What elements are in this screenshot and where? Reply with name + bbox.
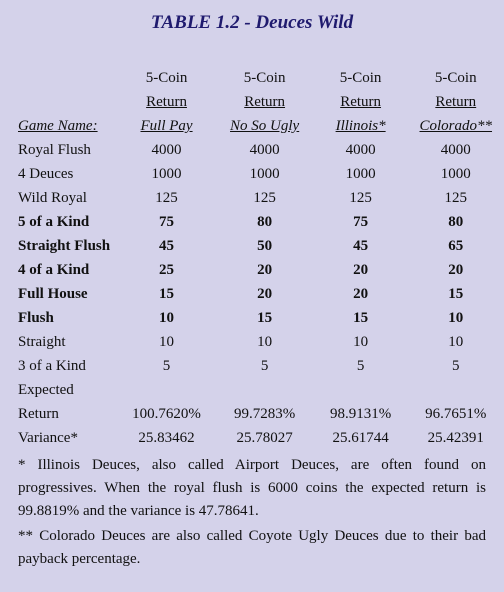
payout-cell: 20 — [257, 262, 273, 278]
payout-cell: 1000 — [151, 166, 182, 182]
payout-cell: 5 — [162, 358, 171, 374]
hand-label: 4 of a Kind — [18, 262, 90, 278]
footnote-illinois: * Illinois Deuces, also called Airport Deuces, are often found on progressives. When the royal flush is 6000 coins the expected return is 99.8819% and the variance is 47.78641. — [18, 457, 486, 519]
header-cell: 5-Coin — [434, 70, 477, 86]
game-name-illinois: Illinois* — [335, 118, 386, 134]
game-name-colorado: Colorado** — [419, 118, 493, 134]
return-value: 98.9131% — [329, 406, 392, 422]
payout-cell: 1000 — [345, 166, 376, 182]
hand-label: Straight — [18, 334, 66, 350]
payout-cell: 4000 — [249, 142, 280, 158]
payout-cell: 20 — [448, 262, 464, 278]
payout-cell: 10 — [353, 334, 369, 350]
payout-cell: 10 — [159, 334, 175, 350]
header-cell: Return — [435, 94, 477, 110]
payout-cell: 20 — [257, 286, 273, 302]
header-row-return — [18, 90, 504, 114]
hand-rows — [18, 138, 504, 378]
payout-cell: 45 — [353, 238, 369, 254]
payout-cell: 15 — [159, 286, 175, 302]
payout-cell: 10 — [448, 334, 464, 350]
return-label: Return — [18, 406, 59, 422]
header-cell: Return — [244, 94, 286, 110]
payout-cell: 5 — [452, 358, 460, 374]
table-row — [18, 210, 504, 234]
payout-cell: 4000 — [151, 142, 182, 158]
hand-label: Royal Flush — [18, 142, 91, 158]
payout-cell: 75 — [353, 214, 369, 230]
hand-label: Wild Royal — [18, 190, 87, 206]
header-cell: Return — [340, 94, 382, 110]
header-cell: 5-Coin — [145, 70, 188, 86]
table-row — [18, 354, 504, 378]
header-cell — [18, 66, 118, 90]
payout-cell: 25 — [159, 262, 175, 278]
table-row — [18, 138, 504, 162]
payout-cell: 125 — [349, 190, 372, 206]
payout-cell: 125 — [444, 190, 468, 206]
table-row — [18, 162, 504, 186]
payout-cell: 45 — [159, 238, 175, 254]
hand-label: Straight Flush — [18, 238, 111, 254]
payout-cell: 4000 — [440, 142, 471, 158]
table-row — [18, 330, 504, 354]
payout-cell: 80 — [257, 214, 273, 230]
payout-cell: 1000 — [440, 166, 471, 182]
payout-cell: 5 — [356, 358, 365, 374]
hand-label: 4 Deuces — [18, 166, 74, 182]
return-value: 96.7651% — [425, 406, 487, 422]
variance-value: 25.83462 — [138, 430, 195, 446]
paytable — [18, 66, 504, 450]
payout-cell: 125 — [155, 190, 178, 206]
header-cell — [18, 90, 118, 114]
variance-label: Variance* — [18, 430, 78, 446]
variance-value: 25.78027 — [236, 430, 293, 446]
payout-cell: 20 — [353, 262, 369, 278]
table-row — [18, 306, 504, 330]
payout-cell: 75 — [159, 214, 175, 230]
table-row — [18, 186, 504, 210]
footnotes — [18, 454, 486, 573]
payout-cell: 5 — [260, 358, 269, 374]
table-row — [18, 234, 504, 258]
variance-value: 25.61744 — [332, 430, 389, 446]
payout-cell: 15 — [353, 310, 369, 326]
header-row-game-name — [18, 114, 504, 138]
expected-row — [18, 378, 504, 402]
payout-cell: 20 — [353, 286, 369, 302]
game-name-no-so-ugly: No So Ugly — [230, 118, 300, 134]
payout-cell: 15 — [448, 286, 464, 302]
hand-label: Flush — [18, 310, 54, 326]
payout-cell: 65 — [448, 238, 464, 254]
hand-label: 3 of a Kind — [18, 358, 86, 374]
variance-value: 25.42391 — [427, 430, 484, 446]
payout-cell: 15 — [257, 310, 273, 326]
payout-cell: 10 — [257, 334, 273, 350]
header-cell: Return — [146, 94, 187, 110]
payout-cell: 80 — [448, 214, 464, 230]
footnote-colorado: ** Colorado Deuces are also called Coyote Ugly Deuces due to their bad payback percentage. — [18, 528, 486, 567]
payout-cell: 1000 — [249, 166, 280, 182]
return-row — [18, 402, 504, 426]
table-title: TABLE 1.2 - Deuces Wild — [150, 12, 354, 33]
hand-label: Full House — [18, 286, 88, 302]
header-row-coin — [18, 66, 504, 90]
payout-cell: 10 — [159, 310, 175, 326]
return-value: 100.7620% — [132, 406, 201, 422]
hand-label: 5 of a Kind — [18, 214, 90, 230]
expected-label: Expected — [18, 382, 74, 398]
table-row — [18, 258, 504, 282]
payout-cell: 10 — [448, 310, 464, 326]
game-name-label: Game Name: — [18, 118, 98, 134]
return-value: 99.7283% — [234, 406, 296, 422]
payout-cell: 125 — [253, 190, 276, 206]
payout-cell: 4000 — [345, 142, 376, 158]
variance-row — [18, 426, 504, 450]
header-cell: 5-Coin — [339, 70, 382, 86]
game-name-full-pay: Full Pay — [140, 118, 193, 134]
table-row — [18, 282, 504, 306]
header-cell: 5-Coin — [243, 70, 286, 86]
payout-cell: 50 — [257, 238, 273, 254]
